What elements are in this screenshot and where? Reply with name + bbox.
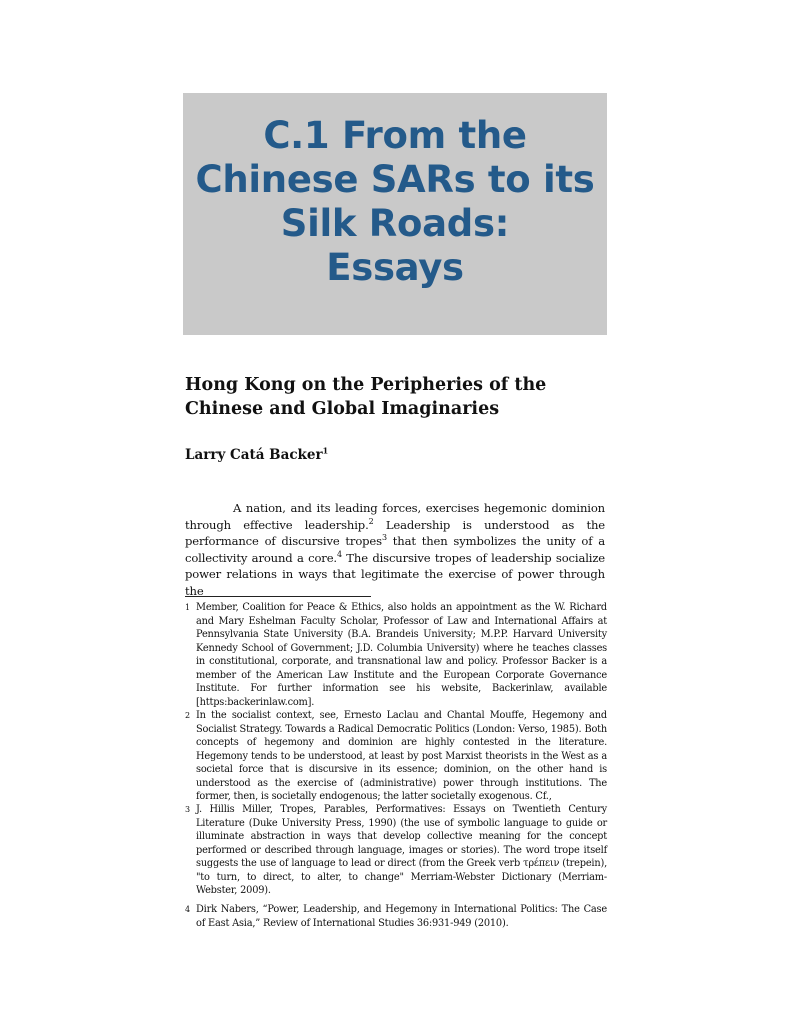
- footnote-number: 3: [185, 805, 190, 814]
- banner-title-line: Chinese SARs to its: [195, 158, 595, 201]
- body-text: that then symbolizes the unity of a collectivity around a core.: [185, 534, 605, 565]
- footnote: [185, 601, 607, 709]
- footnote-ref: 4: [336, 549, 342, 559]
- footnote-text: Member, Coalition for Peace & Ethics, also holds an appointment as the W. Richard and Mary Eshelman Faculty Scholar, Professor of Law and International Affairs at Pennsylvania State University (B.A. Brandeis University; M.P.P. Harvard University Kennedy School of Government; J.D. Columbia University) where he teaches classes in constitutional, corporate, and transnational law and policy. Professor Backer is a member of the American Law Institute and the European Corporate Governance Institute. For further information see his website, Backerinlaw, available [https:backerinlaw.com].: [196, 602, 607, 708]
- footnote-ref: 2: [368, 516, 374, 526]
- footnote-number: 2: [185, 711, 190, 720]
- banner-title: [183, 114, 607, 290]
- author-line: [185, 446, 328, 464]
- body-text: A nation, and its leading forces, exercises hegemonic dominion through effective leadership.: [185, 501, 605, 532]
- banner-title-line: Silk Roads:: [280, 202, 510, 245]
- banner-title-line: Essays: [326, 246, 464, 289]
- footnote: [185, 803, 607, 903]
- footnote-number: 1: [185, 603, 190, 612]
- footnotes-list: [185, 601, 607, 930]
- footnote: [185, 903, 607, 930]
- body-text: Leadership is understood as the performance of discursive tropes: [185, 517, 605, 549]
- footnote-text: J. Hillis Miller, Tropes, Parables, Performatives: Essays on Twentieth Century Literature (Duke University Press, 1990) (the use of symbolic language to guide or illuminate abstraction in ways that develop collective meaning for the concept performed or described through language, images or stories). The word trope itself suggests the use of language to lead or direct (from the Greek verb τρέπειν (trepein), "to turn, to direct, to alter, to change" Merriam-Webster Dictionary (Merriam-Webster, 2009).: [196, 804, 607, 896]
- author-footnote-ref: 1: [322, 445, 329, 456]
- banner-title-line: C.1 From the: [263, 114, 527, 157]
- footnote-text: Dirk Nabers, “Power, Leadership, and Hegemony in International Politics: The Case of East Asia,” Review of International Studies 36:931-949 (2010).: [196, 904, 607, 929]
- footnote: [185, 709, 607, 803]
- footnote-text: In the socialist context, see, Ernesto Laclau and Chantal Mouffe, Hegemony and Socialist Strategy. Towards a Radical Democratic Politics (London: Verso, 1985). Both concepts of hegemony and dominion are highly contested in the literature. Hegemony tends to be understood, at least by post Marxist theorists in the West as a societal force that is discursive in its essence; dominion, on the other hand is understood as the exercise of (administrative) power through institutions. The former, then, is societally endogenous; the latter societally exogenous. Cf.,: [196, 710, 607, 802]
- chapter-banner: [183, 93, 607, 335]
- body-paragraph: [185, 500, 605, 600]
- footnote-number: 4: [185, 905, 190, 914]
- chapter-title: Hong Kong on the Peripheries of the Chinese and Global Imaginaries: [185, 375, 547, 419]
- footnote-ref: 3: [381, 533, 387, 543]
- footnote-divider: [185, 596, 371, 597]
- body-text: The discursive tropes of leadership socialize power relations in ways that legitimate the exercise of power through the: [185, 550, 605, 598]
- author-name: Larry Catá Backer: [185, 447, 323, 463]
